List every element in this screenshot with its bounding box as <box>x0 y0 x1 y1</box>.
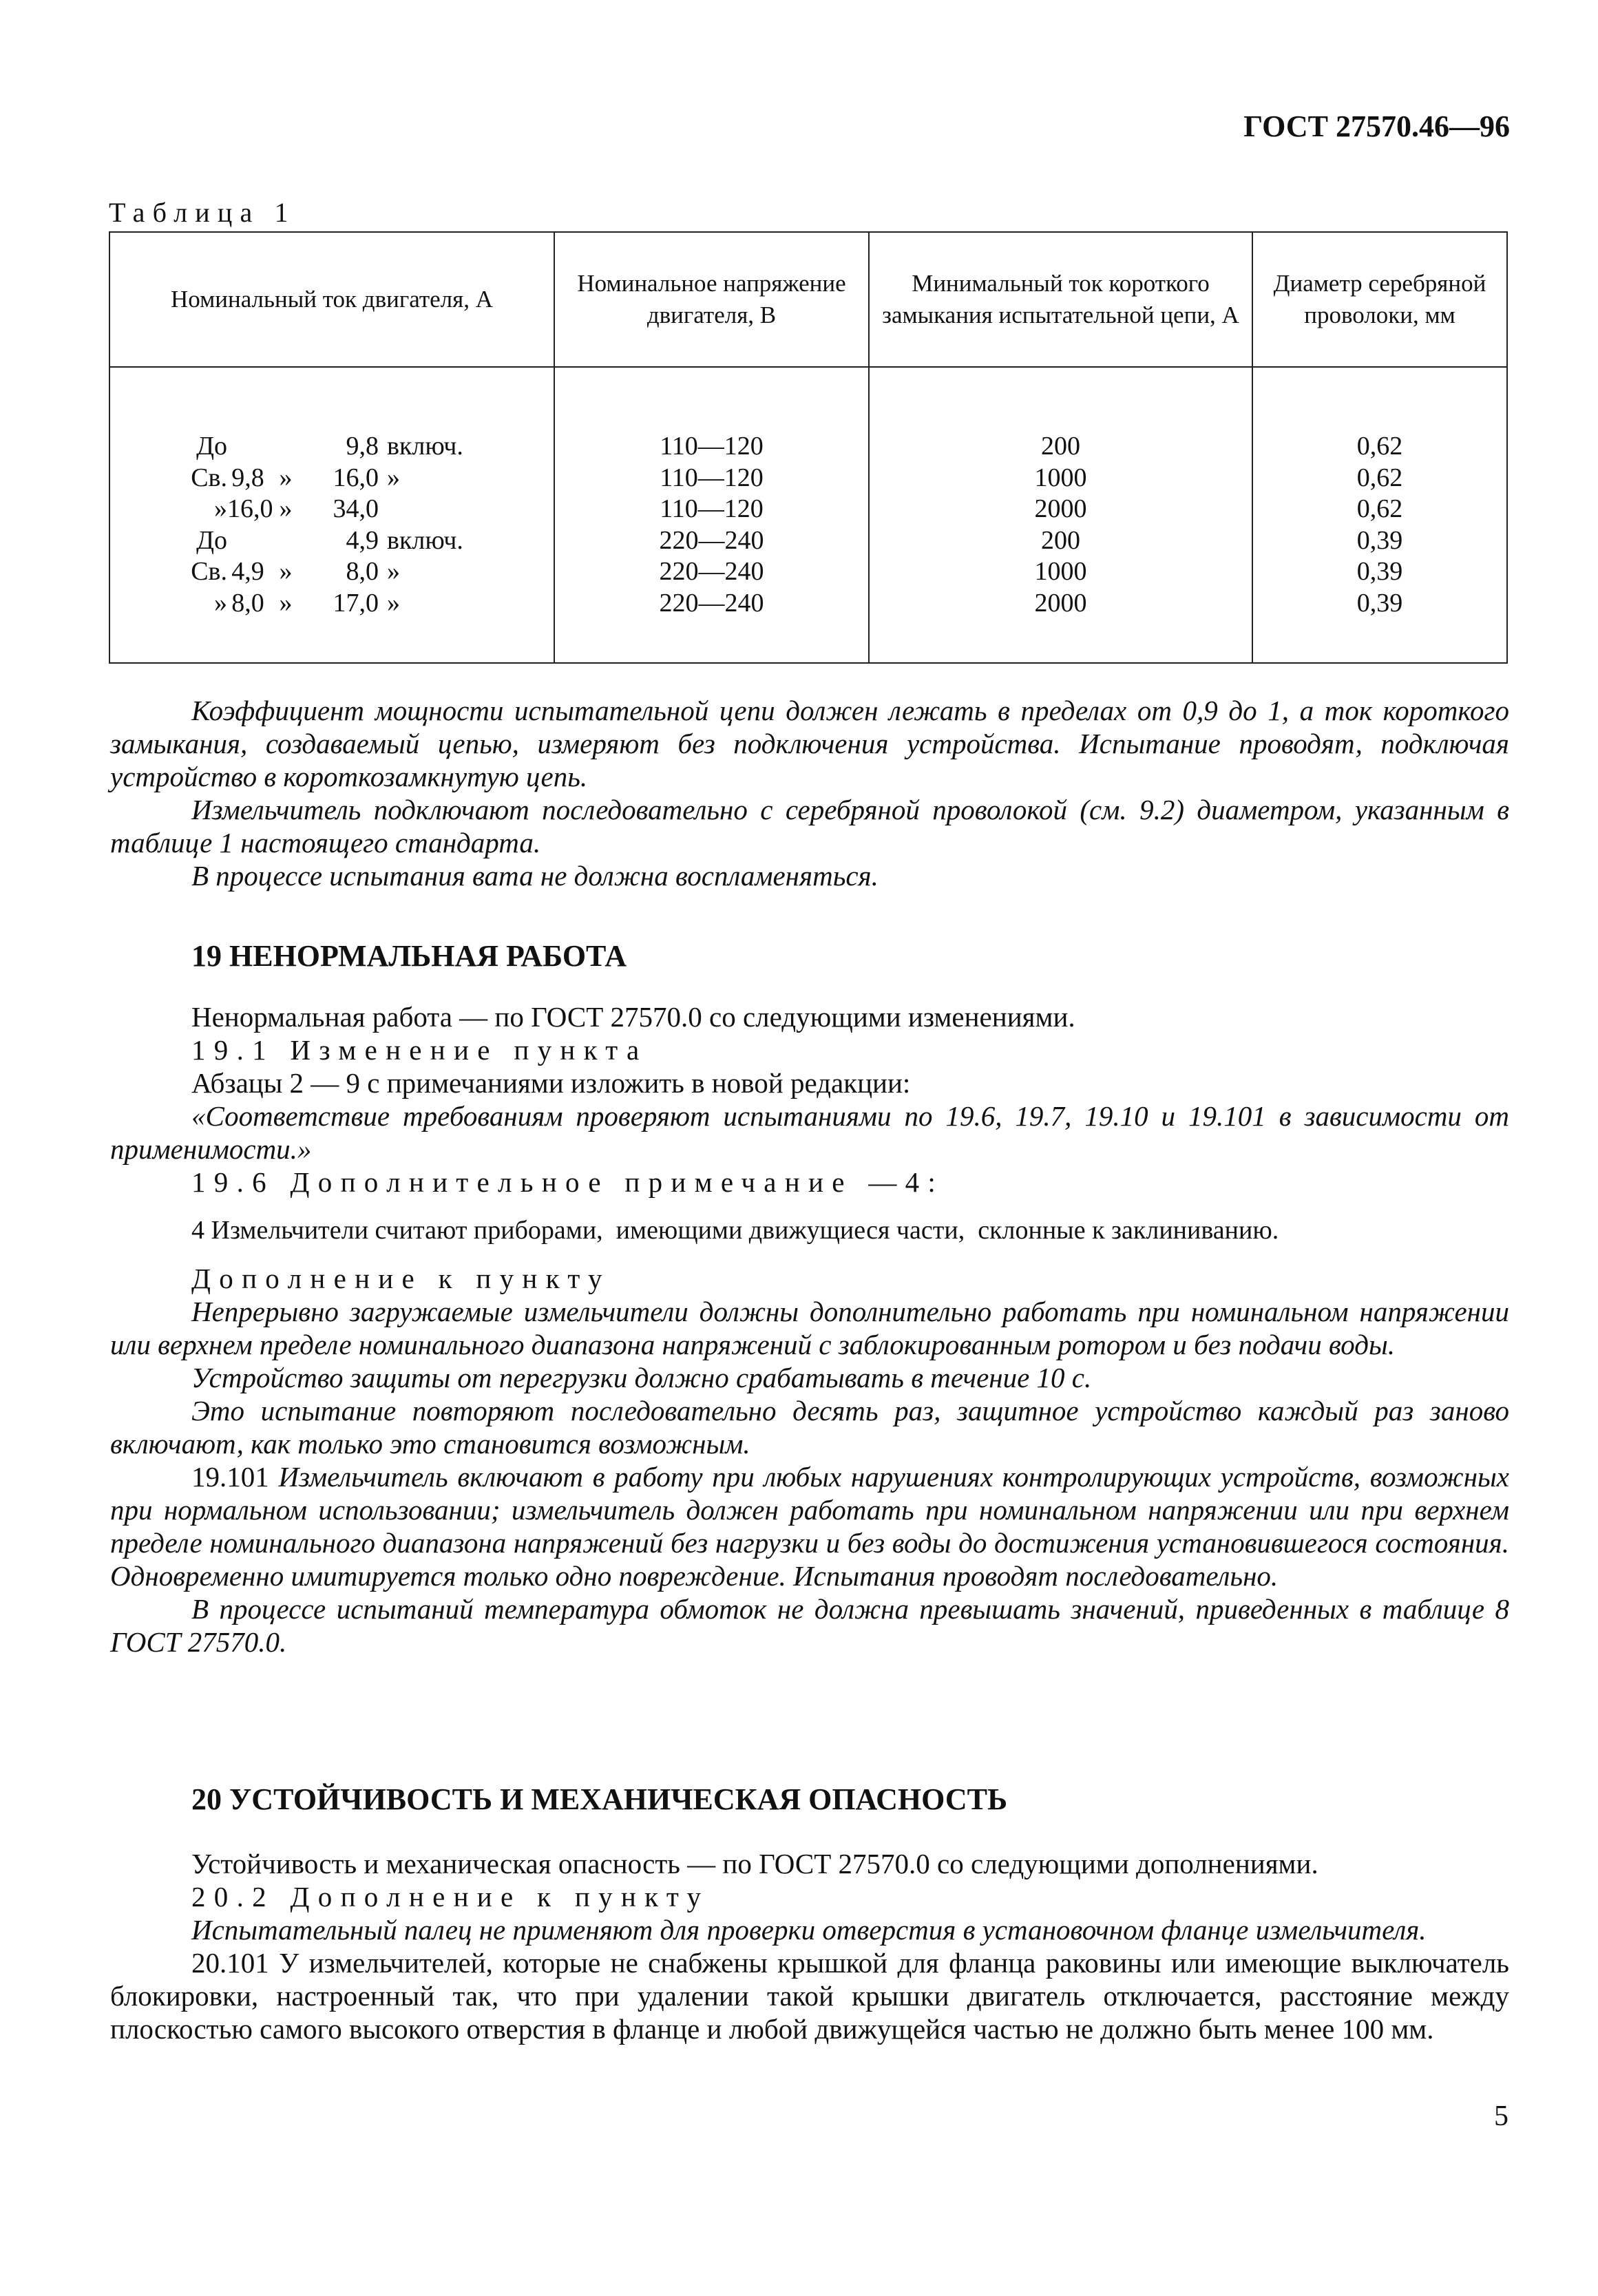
section-20-block <box>110 1847 1509 2045</box>
paragraph: Абзацы 2 — 9 с примечаниями изложить в новой редакции: <box>191 1067 911 1099</box>
table-cell: 0,39 <box>1356 588 1403 618</box>
table-cell: 220—240 <box>659 557 764 587</box>
current-tail: включ. <box>387 432 463 461</box>
table-body-row <box>109 367 1507 663</box>
header-short-circuit-current: Минимальный ток короткого замыкания испытательной цепи, А <box>869 232 1252 367</box>
table-cell: 110—120 <box>660 494 764 524</box>
current-tail: » <box>387 588 400 618</box>
current-row <box>110 431 547 463</box>
current-to: 4,9 <box>346 525 379 555</box>
current-tail: » <box>387 463 400 492</box>
current-row <box>110 588 547 620</box>
current-to: 16,0 <box>333 463 379 492</box>
paragraph: Испытательный палец не применяют для проверки отверстия в установочном фланце измельчителя. <box>191 1914 1427 1946</box>
current-row <box>110 463 547 494</box>
current-prefix: » <box>214 588 227 618</box>
table-cell: 200 <box>1041 525 1080 555</box>
paragraph: Коэффициент мощности испытательной цепи должен лежать в пределах от 0,9 до 1, а ток короткого замыкания, создаваемый цепью, измеряют без подключения устройства. Испытание проводят, подключая устройство в короткозамкнутую цепь. <box>110 695 1509 792</box>
current-to: 8,0 <box>346 557 379 587</box>
current-prefix: » <box>214 494 227 524</box>
current-sep: » <box>279 494 293 524</box>
current-tail <box>379 494 387 525</box>
clause-number: 19.101 <box>191 1461 269 1493</box>
current-sep <box>269 525 303 557</box>
paragraph: В процессе испытаний температура обмоток не должна превышать значений, приведенных в таблице 8 ГОСТ 27570.0. <box>110 1593 1509 1658</box>
table-cell: 1000 <box>1034 557 1087 587</box>
section-19-heading: 19 НЕНОРМАЛЬНАЯ РАБОТА <box>191 939 627 973</box>
current-to: 34,0 <box>333 494 379 524</box>
table-cell: 2000 <box>1034 494 1087 524</box>
clause-text: Измельчитель включают в работу при любых нарушениях контролирующих устройств, возможных при нормальном использовании; измельчитель должен работать при номинальном напряжении или при верхнем пределе номинального диапазона напряжений без нагрузки и без воды до достижения установившегося состояния. Одновременно имитируется только одно повреждение. Испытания проводят последовательно. <box>110 1461 1510 1592</box>
current-from <box>227 431 269 463</box>
table-cell: 1000 <box>1034 463 1087 492</box>
table-cell: 200 <box>1041 432 1080 461</box>
table-header-row <box>109 232 1507 367</box>
paragraph <box>110 1460 1509 1592</box>
paragraph: Устойчивость и механическая опасность — по ГОСТ 27570.0 со следующими дополнениями. <box>191 1848 1318 1879</box>
table-cell: 110—120 <box>660 463 764 492</box>
current-tail: » <box>387 557 400 587</box>
current-from: 4,9 <box>231 557 264 587</box>
current-sep: » <box>279 557 293 587</box>
table-cell: 220—240 <box>659 588 764 618</box>
subsection-title: 20.2 Дополнение к пункту <box>191 1881 710 1913</box>
current-row <box>110 494 547 525</box>
table-cell: 0,39 <box>1356 525 1403 555</box>
page-number: 5 <box>1494 2100 1508 2132</box>
table-cell: 0,62 <box>1356 463 1403 492</box>
table-cell: 0,39 <box>1356 557 1403 587</box>
quote-paragraph: «Соответствие требованиям проверяют испытаниями по 19.6, 19.7, 19.10 и 19.101 в зависимости от применимости.» <box>110 1100 1509 1165</box>
section-20-heading: 20 УСТОЙЧИВОСТЬ И МЕХАНИЧЕСКАЯ ОПАСНОСТЬ <box>191 1782 1008 1816</box>
voltage-cell <box>554 367 869 663</box>
current-sep: » <box>279 588 293 618</box>
current-sep <box>269 431 303 463</box>
subsection-title: 19.1 Изменение пункта <box>191 1034 648 1066</box>
current-sep: » <box>279 463 293 492</box>
table-cell: 0,62 <box>1356 494 1403 524</box>
motor-current-cell <box>109 367 554 663</box>
table-cell: 0,62 <box>1356 432 1403 461</box>
header-motor-current: Номинальный ток двигателя, А <box>109 232 554 367</box>
header-wire-diameter: Диаметр серебряной проволоки, мм <box>1252 232 1507 367</box>
current-prefix: До <box>196 525 227 555</box>
current-row <box>110 525 547 557</box>
current-to: 9,8 <box>346 432 379 461</box>
subsection-title: 19.6 Дополнительное примечание —4: <box>191 1166 945 1198</box>
note-paragraph: 4 Измельчители считают приборами, имеющими движущиеся части, склонные к заклиниванию. <box>191 1216 1279 1245</box>
diameter-cell <box>1252 367 1507 663</box>
paragraph: Непрерывно загружаемые измельчители должны дополнительно работать при номинальном напряжении или верхнем пределе номинального диапазона напряжений с заблокированным ротором и без подачи воды. <box>110 1296 1509 1360</box>
current-from: 16,0 <box>227 494 273 524</box>
paragraph: Ненормальная работа — по ГОСТ 27570.0 со следующими изменениями. <box>191 1001 1075 1033</box>
data-table <box>109 231 1508 664</box>
paragraph: Измельчитель подключают последовательно с серебряной проволокой (см. 9.2) диаметром, указанным в таблице 1 настоящего стандарта. <box>110 794 1509 859</box>
short-circuit-cell <box>869 367 1252 663</box>
paragraph: 20.101 У измельчителей, которые не снабжены крышкой для фланца раковины или имеющие выключатель блокировки, настроенный так, что при удалении такой крышки двигатель отключается, расстояние между плоскостью самого высокого отверстия в фланце и любой движущейся частью не должно быть менее 100 мм. <box>110 1947 1509 2045</box>
current-prefix: Св. <box>191 463 227 492</box>
current-tail: включ. <box>387 525 463 555</box>
current-from <box>227 525 269 557</box>
paragraph: Устройство защиты от перегрузки должно срабатывать в течение 10 с. <box>191 1362 1092 1393</box>
current-from: 8,0 <box>231 588 264 618</box>
current-to: 17,0 <box>333 588 379 618</box>
header-motor-voltage: Номинальное напряжение двигателя, В <box>554 232 869 367</box>
table-caption: Таблица 1 <box>109 197 296 228</box>
table-cell: 2000 <box>1034 588 1087 618</box>
current-prefix: До <box>196 432 227 461</box>
paragraph: Это испытание повторяют последовательно десять раз, защитное устройство каждый раз заново включают, как только это становится возможным. <box>110 1395 1509 1460</box>
subsection-title: Дополнение к пункту <box>191 1263 611 1294</box>
current-from: 9,8 <box>231 463 264 492</box>
document-code: ГОСТ 27570.46—96 <box>1243 109 1510 143</box>
paragraph: В процессе испытания вата не должна воспламеняться. <box>191 860 879 892</box>
table-cell: 220—240 <box>659 525 764 555</box>
current-prefix: Св. <box>191 557 227 587</box>
after-table-block <box>110 694 1509 892</box>
current-row <box>110 556 547 588</box>
table-cell: 110—120 <box>660 432 764 461</box>
section-19-block <box>110 1000 1509 1658</box>
